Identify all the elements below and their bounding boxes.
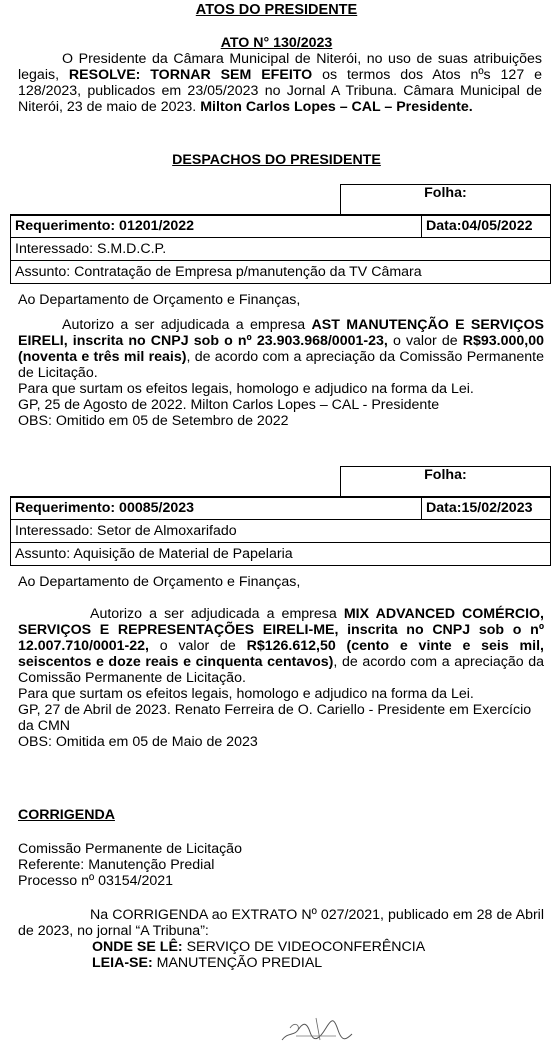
requerimento-date: Data:15/02/2023 [422,497,551,520]
folha-label: Folha: [340,185,550,216]
despacho-2-table [10,466,551,498]
assunto: Assunto: Contratação de Empresa p/manutenção da TV Câmara [11,261,551,284]
requerimento-date: Data:04/05/2022 [422,215,551,238]
atos-heading: ATOS DO PRESIDENTE [195,2,358,18]
ato-number: ATO N° 130/2023 [220,35,333,51]
folha-label: Folha: [340,467,550,498]
despacho-1-body: Ao Departamento de Orçamento e Finanças, Autorizo a ser adjudicada a empresa AST MANUTENÇÃO E SERVIÇOS EIRELI, inscrita no CNPJ sob o nº 23.903.968/0001-23, o valor de R$93.000,00 (noventa e três mil reais), de acordo com a apreciação da Comissão Permanente de Licitação. Para que surtam os efeitos legais, homologo e adjudico na forma da Lei. GP, 25 de Agosto de 2022. Milton Carlos Lopes – CAL - Presidente OBS: Omitido em 05 de Setembro de 2022 [18,292,544,429]
interessado: Interessado: S.M.D.C.P. [11,238,551,261]
despacho-2-body: Ao Departamento de Orçamento e Finanças, Autorizo a ser adjudicada a empresa MIX ADVANCED COMÉRCIO, SERVIÇOS E REPRESENTAÇÕES EIRELI-ME, inscrita no CNPJ sob o nº 12.007.710/0001-22, o valor de R$126.612,50 (cento e vinte e seis mil, seiscentos e doze reais e cinquenta centavos), de acordo com a apreciação da Comissão Permanente de Licitação. Para que surtam os efeitos legais, homologo e adjudico na forma da Lei. GP, 27 de Abril de 2023. Renato Ferreira de O. Cariello - Presidente em Exercício da CMN OBS: Omitida em 05 de Maio de 2023 [18,574,544,750]
corrigenda-heading: CORRIGENDA [18,807,115,823]
requerimento-number: Requerimento: 00085/2023 [11,497,422,520]
signature-image [276,1010,356,1050]
corrigenda-section: CORRIGENDA Comissão Permanente de Licitação Referente: Manutenção Predial Processo nº 03154/2021 Na CORRIGENDA ao EXTRATO Nº 027/2021, publicado em 28 de Abril de 2023, no jornal “A Tribuna”: ONDE SE LÊ: SERVIÇO DE VIDEOCONFERÊNCIA LEIA-SE: MANUTENÇÃO PREDIAL [18,807,544,971]
despacho-1-table [10,184,551,216]
interessado: Interessado: Setor de Almoxarifado [11,520,551,543]
requerimento-number: Requerimento: 01201/2022 [11,215,422,238]
ato-paragraph: O Presidente da Câmara Municipal de Niterói, no uso de suas atribuições legais, RESOLVE: TORNAR SEM EFEITO os termos dos Atos nºs 127 e 128/2023, publicados em 23/05/2023 no Jornal A Tribuna. Câmara Municipal de Niterói, 23 de maio de 2023. Milton Carlos Lopes – CAL – Presidente. [18,51,542,115]
despachos-heading: DESPACHOS DO PRESIDENTE [172,152,381,168]
assunto: Assunto: Aquisição de Material de Papelaria [11,543,551,566]
